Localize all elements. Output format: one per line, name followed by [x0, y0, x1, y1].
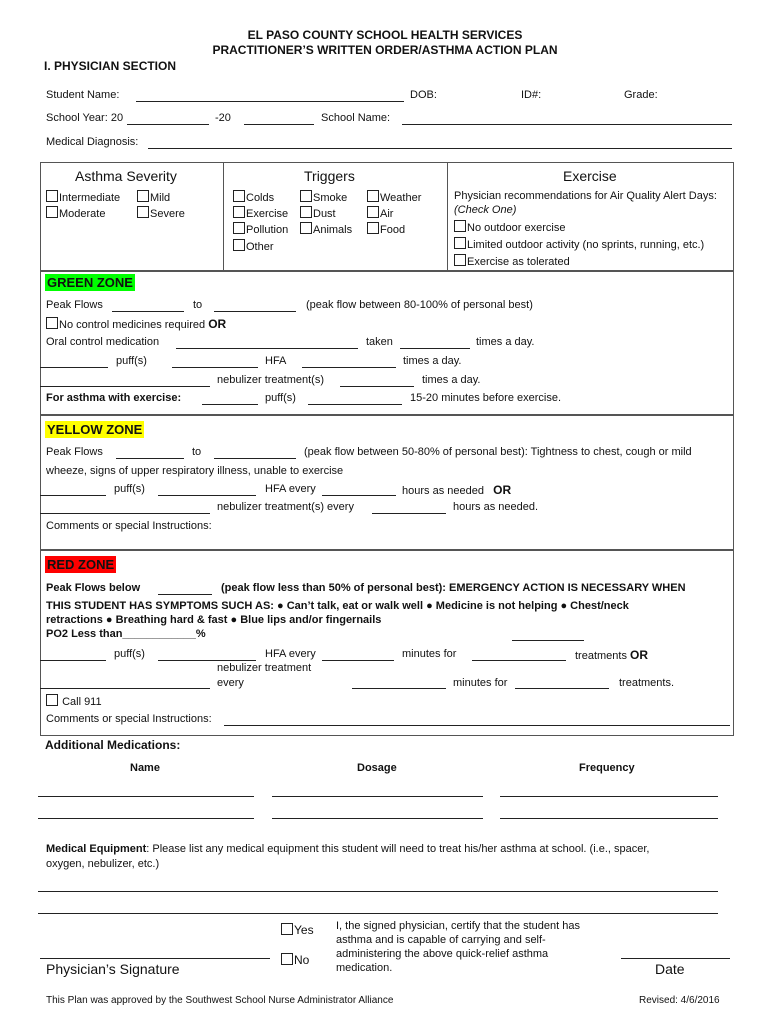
yellow-hours-needed: hours as needed OR [402, 483, 512, 497]
green-puffs-label: puff(s) [116, 355, 147, 367]
severity-title: Asthma Severity [75, 168, 177, 184]
green-hfa-med-field[interactable] [172, 367, 258, 368]
certify-line-4: medication. [336, 962, 393, 974]
red-comments-label: Comments or special Instructions: [46, 713, 212, 725]
yellow-hours-needed-2: hours as needed. [453, 501, 539, 513]
green-peak-to-field[interactable] [214, 311, 296, 312]
diagnosis-field[interactable] [148, 148, 732, 149]
red-minutes-for-2: minutes for [453, 677, 508, 689]
green-taken-field[interactable] [400, 348, 470, 349]
equipment-field-2[interactable] [38, 913, 718, 914]
date-label: Date [655, 961, 685, 977]
trigger-smoke[interactable]: Smoke [300, 190, 347, 204]
red-hfa-med-field[interactable] [158, 660, 256, 661]
red-neb-med-field[interactable] [40, 688, 210, 689]
yellow-peak-to: to [192, 446, 202, 458]
certify-line-2: asthma and is capable of carrying and self- [336, 934, 546, 946]
school-year-start-field[interactable] [127, 124, 209, 125]
trigger-dust[interactable]: Dust [300, 206, 336, 220]
trigger-food[interactable]: Food [367, 222, 405, 236]
green-peak-label: Peak Flows [46, 299, 103, 311]
green-exercise-med-field[interactable] [308, 404, 402, 405]
green-neb-med-field[interactable] [40, 386, 210, 387]
yellow-puffs-label: puff(s) [114, 483, 145, 495]
red-emergency-text: (peak flow less than 50% of personal best): EMERGENCY ACTION IS NECESSARY WHEN [221, 582, 686, 594]
dob-label: DOB: [410, 89, 437, 101]
certify-line-3: administering the above quick-relief asthma [336, 948, 549, 960]
red-neb-2: every [217, 677, 244, 689]
student-name-label: Student Name: [46, 89, 120, 101]
diagnosis-label: Medical Diagnosis: [46, 136, 139, 148]
school-year-end-field[interactable] [244, 124, 314, 125]
yellow-peak-from-field[interactable] [116, 458, 184, 459]
date-field[interactable] [621, 958, 730, 959]
red-po2: PO2 Less than____________% [46, 628, 206, 640]
severity-option-intermediate[interactable]: Intermediate [46, 190, 120, 204]
trigger-air[interactable]: Air [367, 206, 393, 220]
green-peak-to: to [193, 299, 203, 311]
med-name-field-1[interactable] [38, 796, 254, 797]
yellow-neb-hours-field[interactable] [372, 513, 446, 514]
yellow-comments-field[interactable] [218, 532, 730, 533]
trigger-weather[interactable]: Weather [367, 190, 421, 204]
red-hfa-minutes-field[interactable] [322, 660, 394, 661]
no-checkbox[interactable]: No [281, 953, 309, 967]
school-year-mid: -20 [215, 112, 231, 124]
header-line-1: EL PASO COUNTY SCHOOL HEALTH SERVICES [247, 28, 523, 42]
yellow-comments-label: Comments or special Instructions: [46, 520, 212, 532]
green-hfa-label: HFA [265, 355, 287, 367]
physician-section-title: I. PHYSICIAN SECTION [44, 59, 177, 73]
green-neb-times-field[interactable] [340, 386, 414, 387]
green-puffs-field[interactable] [40, 367, 108, 368]
yellow-puffs-field[interactable] [40, 495, 106, 496]
med-name-field-2[interactable] [38, 818, 254, 819]
red-symptoms-2: retractions ● Breathing hard & fast ● Blue lips and/or fingernails [46, 614, 382, 626]
red-puffs-label: puff(s) [114, 648, 145, 660]
trigger-colds[interactable]: Colds [233, 190, 274, 204]
med-frequency-field-2[interactable] [500, 818, 718, 819]
red-call-911-checkbox[interactable]: Call 911 [46, 694, 102, 708]
med-dosage-field-2[interactable] [272, 818, 483, 819]
exercise-option-no-outdoor[interactable]: No outdoor exercise [454, 220, 565, 234]
red-neb-treatments-field[interactable] [515, 688, 609, 689]
green-exercise-puffs: puff(s) [265, 392, 296, 404]
student-name-field[interactable] [136, 101, 404, 102]
red-neb-1: nebulizer treatment [217, 662, 312, 674]
green-exercise-label: For asthma with exercise: [46, 392, 182, 404]
yellow-zone-title: YELLOW ZONE [47, 422, 143, 437]
exercise-intro: Physician recommendations for Air Quality Alert Days: [454, 190, 717, 202]
red-peak-below: Peak Flows below [46, 582, 141, 594]
severity-option-moderate[interactable]: Moderate [46, 206, 105, 220]
yellow-desc-2: wheeze, signs of upper respiratory illness, unable to exercise [46, 465, 344, 477]
green-peak-desc: (peak flow between 80-100% of personal best) [306, 299, 533, 311]
yellow-hfa-every: HFA every [265, 483, 316, 495]
red-zone-title: RED ZONE [47, 557, 115, 572]
green-times-day-2: times a day. [403, 355, 462, 367]
green-exercise-before: 15-20 minutes before exercise. [410, 392, 562, 404]
yellow-hfa-med-field[interactable] [158, 495, 256, 496]
equipment-field-1[interactable] [38, 891, 718, 892]
red-zone-box [40, 550, 734, 736]
med-frequency-field-1[interactable] [500, 796, 718, 797]
exercise-title: Exercise [563, 168, 617, 184]
green-neb-label: nebulizer treatment(s) [217, 374, 324, 386]
green-hfa-times-field[interactable] [302, 367, 396, 368]
id-label: ID#: [521, 89, 542, 101]
red-puffs-field[interactable] [40, 660, 106, 661]
additional-medications-title: Additional Medications: [45, 738, 181, 752]
medical-equipment-text-2: oxygen, nebulizer, etc.) [46, 858, 160, 870]
yellow-hfa-hours-field[interactable] [322, 495, 396, 496]
grade-label: Grade: [624, 89, 658, 101]
medical-equipment-text: Medical Equipment: Please list any medical equipment this student will need to treat his/her asthma at school. (i.e., spacer, [46, 843, 650, 855]
yes-checkbox[interactable]: Yes [281, 923, 314, 937]
column-header-dosage: Dosage [357, 762, 397, 774]
physician-signature-field[interactable] [40, 958, 270, 959]
med-dosage-field-1[interactable] [272, 796, 483, 797]
exercise-option-tolerated[interactable]: Exercise as tolerated [454, 254, 570, 268]
red-symptoms-1: THIS STUDENT HAS SYMPTOMS SUCH AS: ● Can’t talk, eat or walk well ● Medicine is not helping ● Chest/neck [46, 600, 629, 612]
triggers-title: Triggers [304, 168, 355, 184]
red-treatments-or: treatments OR [575, 648, 649, 662]
column-divider [447, 163, 448, 270]
column-header-name: Name [130, 762, 160, 774]
physician-signature-label: Physician’s Signature [46, 961, 180, 977]
certify-line-1: I, the signed physician, certify that the student has [336, 920, 580, 932]
column-divider [223, 163, 224, 270]
green-times-day: times a day. [476, 336, 535, 348]
severity-option-severe[interactable]: Severe [137, 206, 185, 220]
school-name-label: School Name: [321, 112, 391, 124]
header-line-2: PRACTITIONER’S WRITTEN ORDER/ASTHMA ACTION PLAN [212, 43, 558, 57]
trigger-animals[interactable]: Animals [300, 222, 352, 236]
school-year-label: School Year: 20 [46, 112, 124, 124]
green-oral-label: Oral control medication [46, 336, 160, 348]
trigger-pollution[interactable]: Pollution [233, 222, 288, 236]
red-hfa-every: HFA every [265, 648, 316, 660]
yellow-neb-med-field[interactable] [40, 513, 210, 514]
school-name-field[interactable] [402, 124, 732, 125]
yellow-peak-desc: (peak flow between 50-80% of personal best): Tightness to chest, cough or mild [304, 446, 692, 458]
red-minutes-for: minutes for [402, 648, 457, 660]
footer-approved: This Plan was approved by the Southwest School Nurse Administrator Alliance [46, 995, 394, 1006]
red-extra-field[interactable] [512, 640, 584, 641]
trigger-other[interactable]: Other [233, 239, 274, 253]
green-zone-title: GREEN ZONE [47, 275, 133, 290]
exercise-check-one: (Check One) [454, 204, 517, 216]
yellow-peak-to-field[interactable] [214, 458, 296, 459]
green-no-control-checkbox[interactable]: No control medicines required OR [46, 317, 226, 331]
yellow-peak-label: Peak Flows [46, 446, 103, 458]
green-oral-field[interactable] [176, 348, 358, 349]
red-comments-field[interactable] [224, 725, 730, 726]
footer-revised: Revised: 4/6/2016 [639, 995, 720, 1006]
red-peak-below-field[interactable] [158, 594, 212, 595]
green-exercise-puffs-field[interactable] [202, 404, 258, 405]
green-peak-from-field[interactable] [112, 311, 184, 312]
exercise-option-limited[interactable]: Limited outdoor activity (no sprints, running, etc.) [454, 237, 704, 251]
red-hfa-treatments-field[interactable] [472, 660, 566, 661]
green-taken: taken [366, 336, 393, 348]
trigger-exercise[interactable]: Exercise [233, 206, 288, 220]
red-neb-minutes-field[interactable] [352, 688, 446, 689]
green-times-day-3: times a day. [422, 374, 481, 386]
yellow-neb-every: nebulizer treatment(s) every [217, 501, 354, 513]
severity-option-mild[interactable]: Mild [137, 190, 170, 204]
column-header-frequency: Frequency [579, 762, 635, 774]
red-treatments: treatments. [619, 677, 675, 689]
